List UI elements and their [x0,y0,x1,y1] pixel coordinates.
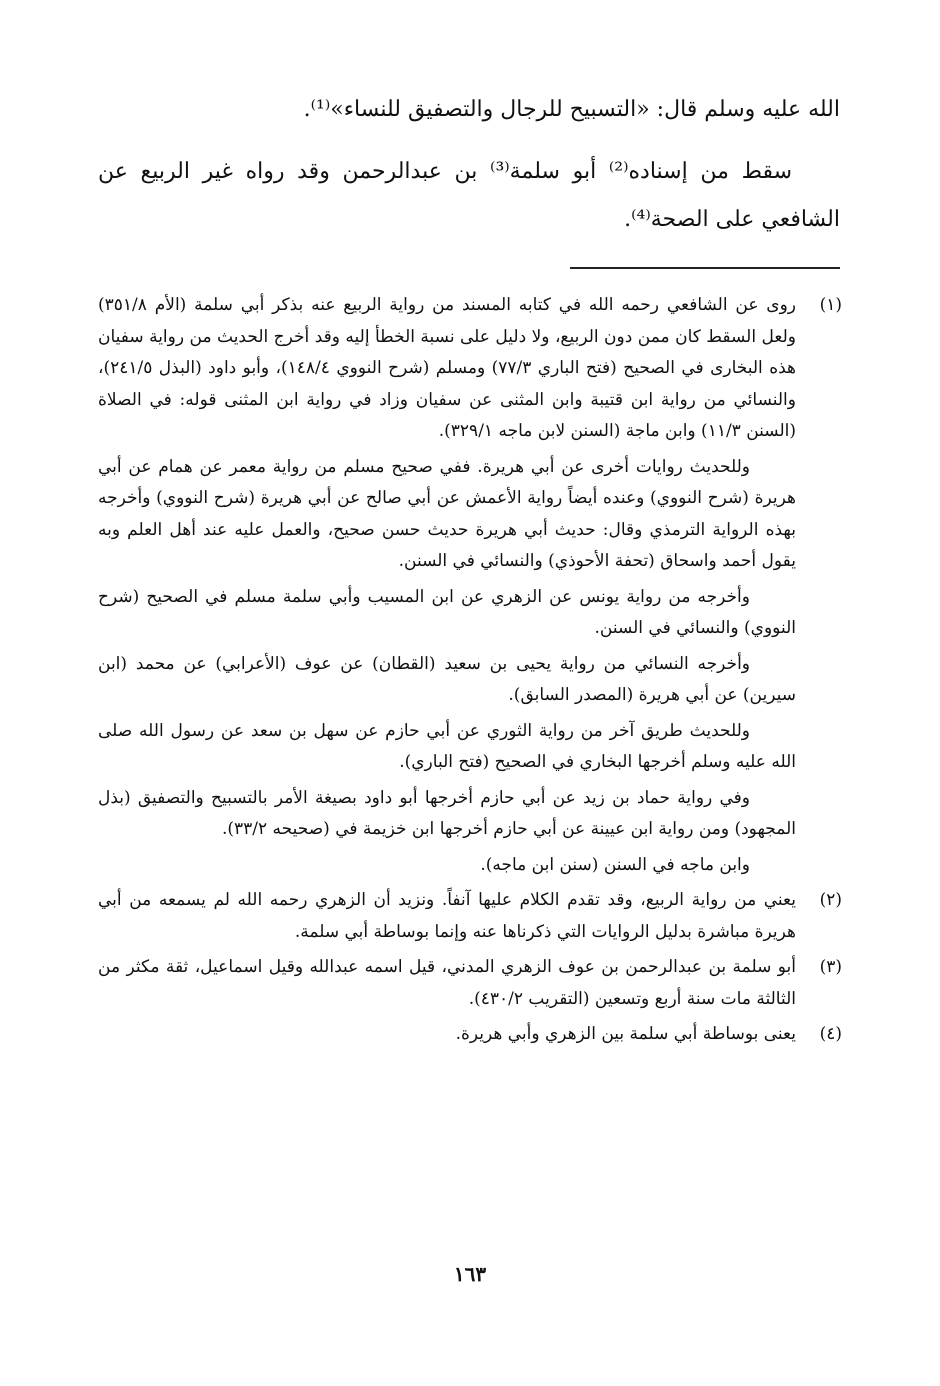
footnote-paragraph: وللحديث روايات أخرى عن أبي هريرة. ففي صحيح مسلم من رواية معمر عن همام عن أبي هريرة (شرح النووي) وعنده أيضاً رواية الأعمش عن أبي صالح عن أبي هريرة (شرح النووي) وأخرجه بهذه الرواية الترمذي وقال: حديث أبي هريرة حديث حسن صحيح، والعمل عليه عند أهل العلم وبه يقول أحمد واسحاق (تحفة الأحوذي) والنسائي في السنن. [98,456,796,571]
footnote-paragraph: وابن ماجه في السنن (سنن ابن ماجه). [480,854,750,875]
footnote-paragraph: وأخرجه من رواية يونس عن الزهري عن ابن المسيب وأبي سلمة مسلم في الصحيح (شرح النووي) والنسائي في السنن. [98,586,796,638]
main-paragraph: الله عليه وسلم قال: «التسبيح للرجال والتصفيق للنساء»⁽¹⁾. [303,97,840,122]
footnote-number: (١) [819,295,842,315]
footnote-paragraph: يعنى بوساطة أبي سلمة بين الزهري وأبي هريرة. [455,1024,796,1044]
footnote-number: (٤) [819,1024,842,1044]
footnote-paragraph: أبو سلمة بن عبدالرحمن بن عوف الزهري المدني، قيل اسمه عبدالله وقيل اسماعيل، ثقة مكثر من الثالثة مات سنة أربع وتسعين (التقريب ٤٣٠/٢). [98,957,796,1009]
footnotes [98,290,842,1055]
footnote-1 [98,290,842,881]
footnote-paragraph: وفي رواية حماد بن زيد عن أبي حازم أخرجها أبو داود بصيغة الأمر بالتسبيح والتصفيق (بذل المجهود) ومن رواية ابن عيينة عن أبي حازم أخرجها ابن خزيمة في (صحيحه ٣٣/٢). [98,787,796,839]
footnote-paragraph: روى عن الشافعي رحمه الله في كتابه المسند من رواية الربيع عنه بذكر أبي سلمة (الأم ٣٥١/٨) ولعل السقط كان ممن دون الربيع، ولا دليل على نسبة الخطأ إليه وقد أخرج الحديث من رواية سفيان هذه البخارى في الصحيح (فتح الباري ٧٧/٣) ومسلم (شرح النووي ١٤٨/٤)، وأبو داود (البذل ٢٤١/٥)، والنسائي من رواية ابن قتيبة وابن المثنى عن سفيان وزاد في رواية ابن المثنى قوله: في الصلاة (السنن ١١/٣) وابن ماجة (السنن لابن ماجه ٣٢٩/١). [98,295,796,441]
footnote-2 [98,885,842,948]
footnote-paragraph: وأخرجه النسائي من رواية يحيى بن سعيد (القطان) عن عوف (الأعرابي) عن محمد (ابن سيرين) عن أبي هريرة (المصدر السابق). [98,653,796,705]
footnote-paragraph: يعني من رواية الربيع، وقد تقدم الكلام عليها آنفاً. ونزيد أن الزهري رحمه الله لم يسمعه من أبي هريرة مباشرة بدليل الروايات التي ذكرناها عنه وإنما بوساطة أبي سلمة. [98,890,796,942]
footnote-number: (٣) [819,957,842,977]
footnote-paragraph: وللحديث طريق آخر من رواية الثوري عن أبي حازم عن سهل بن سعد عن رسول الله صلى الله عليه وسلم أخرجها البخاري في الصحيح (فتح الباري). [98,720,796,772]
footnote-3 [98,952,842,1015]
footnote-4 [98,1019,842,1051]
page-number: ١٦٣ [453,1262,487,1286]
main-text [98,86,840,256]
main-paragraph: سقط من إسناده⁽²⁾ أبو سلمة⁽³⁾ بن عبدالرحمن وقد رواه غير الربيع عن الشافعي على الصحة⁽⁴⁾. [98,159,840,232]
footnote-separator [570,267,840,269]
footnote-number: (٢) [819,890,842,910]
